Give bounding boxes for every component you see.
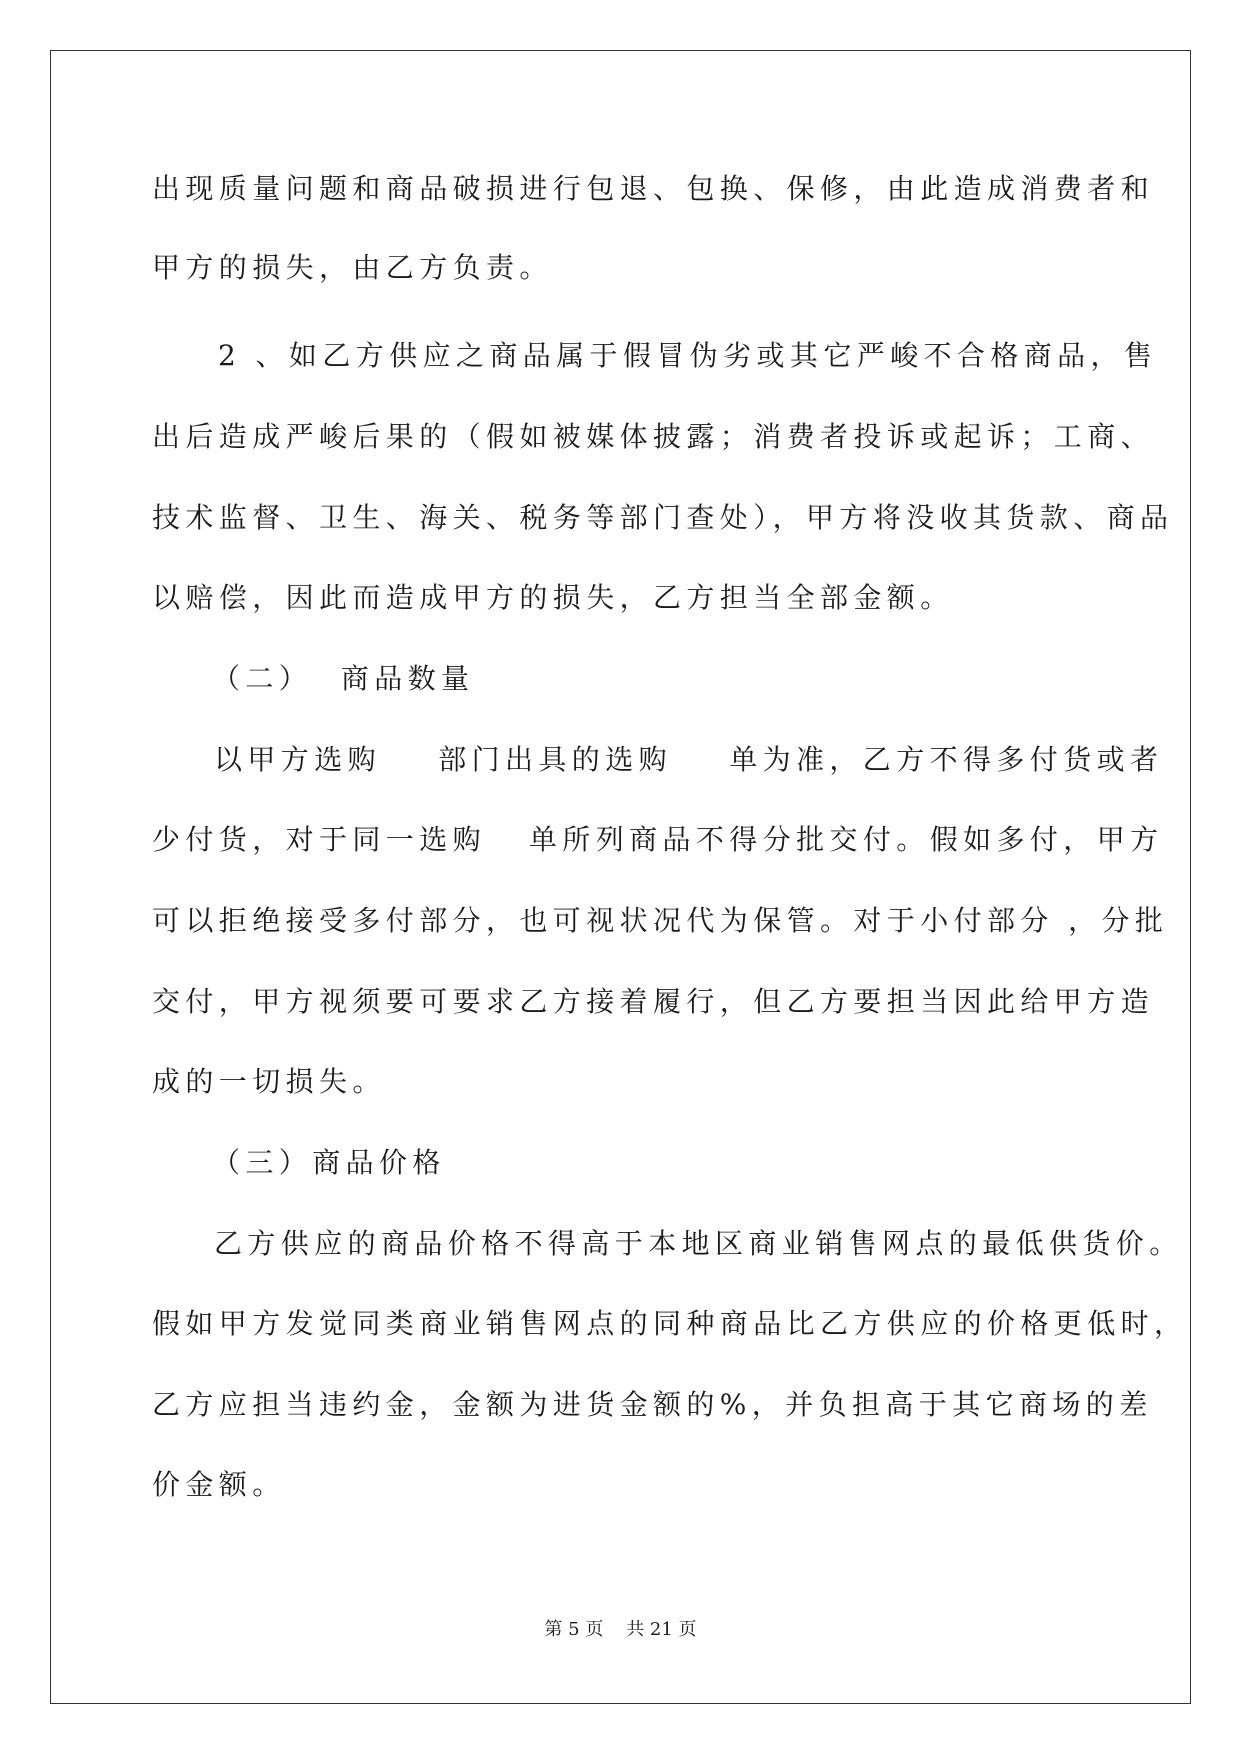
body-line-8: 以甲方选购 部门出具的选购 单为准，乙方不得多付货或者 bbox=[214, 743, 1164, 776]
body-line-6: 以赔偿，因此而造成甲方的损失，乙方担当全部金额。 bbox=[152, 581, 954, 614]
body-line-16: 乙方应担当违约金，金额为进货金额的%，并负担高于其它商场的差 bbox=[152, 1388, 1153, 1421]
section-heading-price: （三）商品价格 bbox=[212, 1146, 446, 1179]
body-line-11: 交付，甲方视须要可要求乙方接着履行，但乙方要担当因此给甲方造 bbox=[152, 985, 1155, 1018]
page-border bbox=[50, 50, 1191, 1704]
body-line-10: 可以拒绝接受多付部分，也可视状况代为保管。对于小付部分 ，分批 bbox=[152, 904, 1169, 937]
section-heading-quantity: （二） 商品数量 bbox=[212, 662, 475, 695]
body-line-2: 甲方的损失，由乙方负责。 bbox=[152, 251, 553, 284]
page-number: 第 5 页 共 21 页 bbox=[544, 1619, 697, 1640]
body-line-14: 乙方供应的商品价格不得高于本地区商业销售网点的最低供货价。 bbox=[214, 1227, 1183, 1260]
body-line-9: 少付货，对于同一选购 单所列商品不得分批交付。假如多付，甲方 bbox=[152, 823, 1164, 856]
body-line-3: 2 、如乙方供应之商品属于假冒伪劣或其它严峻不合格商品，售 bbox=[218, 339, 1158, 372]
body-line-1: 出现质量问题和商品破损进行包退、包换、保修，由此造成消费者和 bbox=[152, 172, 1155, 205]
body-line-15: 假如甲方发觉同类商业销售网点的同种商品比乙方供应的价格更低时， bbox=[152, 1307, 1188, 1340]
body-line-17: 价金额。 bbox=[152, 1468, 286, 1501]
body-line-4: 出后造成严峻后果的（假如被媒体披露；消费者投诉或起诉；工商、 bbox=[152, 420, 1155, 453]
body-line-12: 成的一切损失。 bbox=[152, 1065, 386, 1098]
body-line-5: 技术监督、卫生、海关、税务等部门查处），甲方将没收其货款、商品 bbox=[152, 501, 1174, 534]
